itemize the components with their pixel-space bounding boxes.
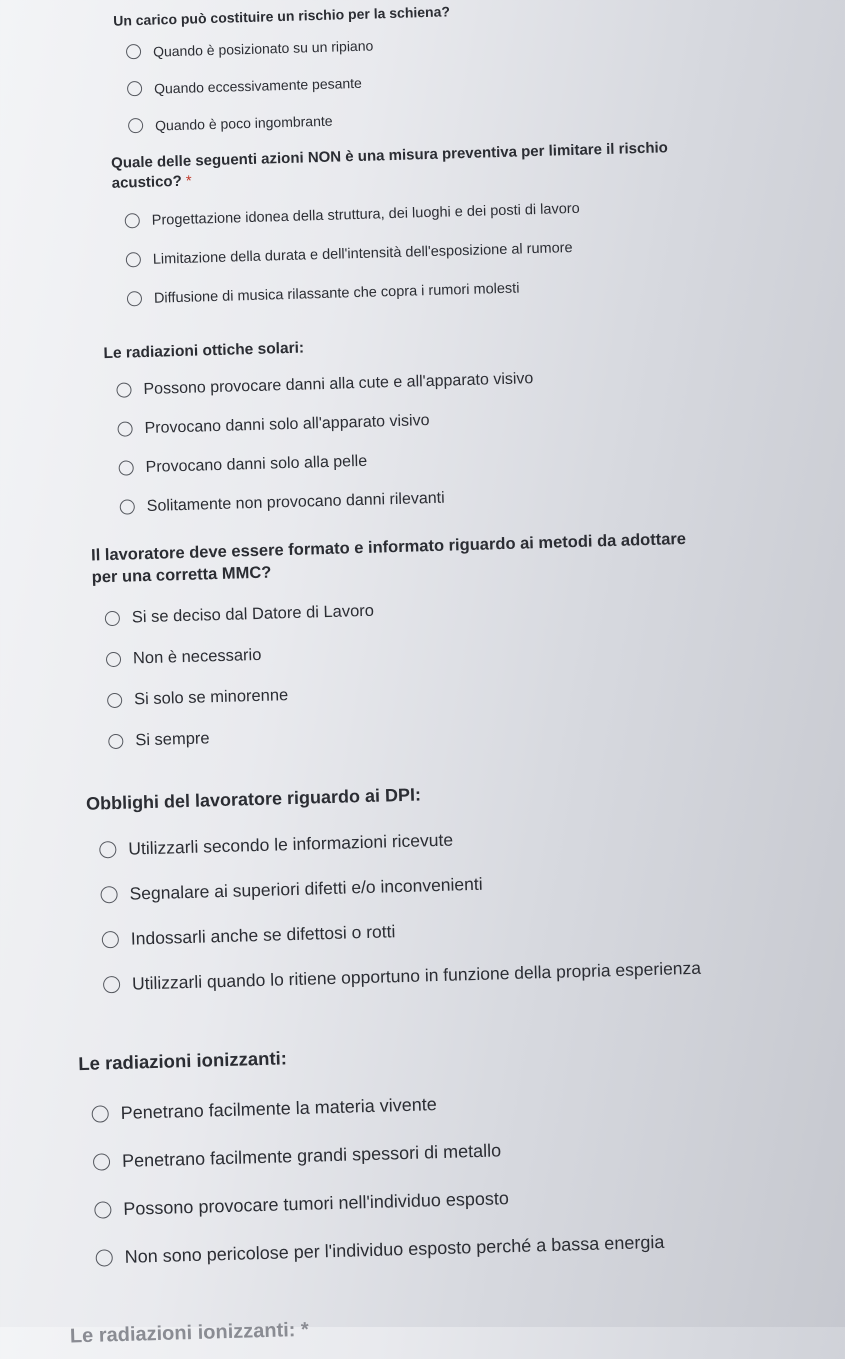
- question-title: [111, 137, 712, 194]
- radio-button[interactable]: [102, 931, 119, 948]
- question-title: [86, 769, 845, 816]
- question-text: Quale delle seguenti azioni NON è una misura preventiva per limitare il rischio acustico?: [110, 139, 669, 192]
- radio-button[interactable]: [117, 421, 132, 436]
- option-label: Non sono pericolose per l'individuo esposto perché a bassa energia: [124, 1231, 665, 1267]
- radio-button[interactable]: [128, 118, 143, 133]
- radio-button[interactable]: [107, 693, 122, 708]
- question-5: [86, 769, 845, 1008]
- radio-button[interactable]: [126, 44, 141, 59]
- option-label: Quando è posizionato su un ripiano: [152, 36, 374, 60]
- question-1: [113, 0, 845, 145]
- option-label: Quando è poco ingombrante: [154, 112, 333, 134]
- radio-button[interactable]: [127, 291, 142, 306]
- radio-button[interactable]: [125, 213, 140, 228]
- option-label: Quando eccessivamente pesante: [153, 74, 363, 97]
- radio-button[interactable]: [106, 652, 121, 667]
- option-label: Si se deciso dal Datore di Lavoro: [131, 601, 375, 627]
- radio-button[interactable]: [99, 841, 116, 858]
- radio-button[interactable]: [108, 734, 123, 749]
- option-label: Limitazione della durata e dell'intensità dell'esposizione al rumore: [152, 239, 573, 268]
- radio-button[interactable]: [116, 382, 131, 397]
- question-text: Un carico può costituire un rischio per la schiena?: [112, 3, 451, 29]
- option-label: Progettazione idonea della struttura, dei luoghi e dei posti di lavoro: [151, 200, 580, 229]
- question-title: [78, 1029, 845, 1076]
- option-label: Provocano danni solo all'apparato visivo: [144, 411, 430, 437]
- radio-button[interactable]: [100, 886, 117, 903]
- radio-button[interactable]: [126, 252, 141, 267]
- option-label: Penetrano facilmente la materia vivente: [120, 1093, 438, 1123]
- radio-button[interactable]: [95, 1249, 112, 1266]
- question-4: [91, 527, 717, 762]
- question-text: Obblighi del lavoratore riguardo ai DPI:: [85, 784, 422, 814]
- radio-button[interactable]: [120, 499, 135, 514]
- radio-button[interactable]: [94, 1201, 111, 1218]
- option-label: Penetrano facilmente grandi spessori di metallo: [121, 1139, 502, 1171]
- option-label: Si sempre: [135, 729, 210, 750]
- radio-button[interactable]: [93, 1153, 110, 1170]
- question-text: Le radiazioni ottiche solari:: [103, 339, 305, 363]
- option-label: Indossarli anche se difettosi o rotti: [130, 921, 396, 949]
- option-label: Possono provocare tumori nell'individuo esposto: [123, 1187, 510, 1219]
- cut-off-heading: Le radiazioni ionizzanti: *: [69, 1318, 310, 1348]
- question-text: Le radiazioni ionizzanti:: [78, 1047, 288, 1075]
- question-title: [91, 527, 712, 588]
- question-3: [103, 320, 845, 527]
- option-label: Solitamente non provocano danni rilevanti: [146, 489, 445, 515]
- radio-button[interactable]: [127, 81, 142, 96]
- question-2: [111, 137, 715, 319]
- option-label: Possono provocare danni alla cute e all'apparato visivo: [143, 369, 534, 398]
- option-label: Provocano danni solo alla pelle: [145, 452, 368, 476]
- option-label: Non è necessario: [132, 645, 262, 668]
- option-label: Diffusione di musica rilassante che copra i rumori molesti: [153, 280, 520, 307]
- option-label: Utilizzarli quando lo ritiene opportuno in funzione della propria esperienza: [131, 957, 702, 994]
- radio-button[interactable]: [118, 460, 133, 475]
- radio-button[interactable]: [103, 976, 120, 993]
- question-6: [78, 1029, 845, 1282]
- question-text: Il lavoratore deve essere formato e informato riguardo ai metodi da adottare per una corretta MMC?: [90, 529, 687, 587]
- required-asterisk: *: [185, 172, 192, 190]
- radio-button[interactable]: [91, 1105, 108, 1122]
- option-label: Segnalare ai superiori difetti e/o inconvenienti: [129, 873, 483, 904]
- option-label: Utilizzarli secondo le informazioni ricevute: [128, 829, 454, 859]
- radio-button[interactable]: [105, 611, 120, 626]
- option-label: Si solo se minorenne: [133, 686, 289, 709]
